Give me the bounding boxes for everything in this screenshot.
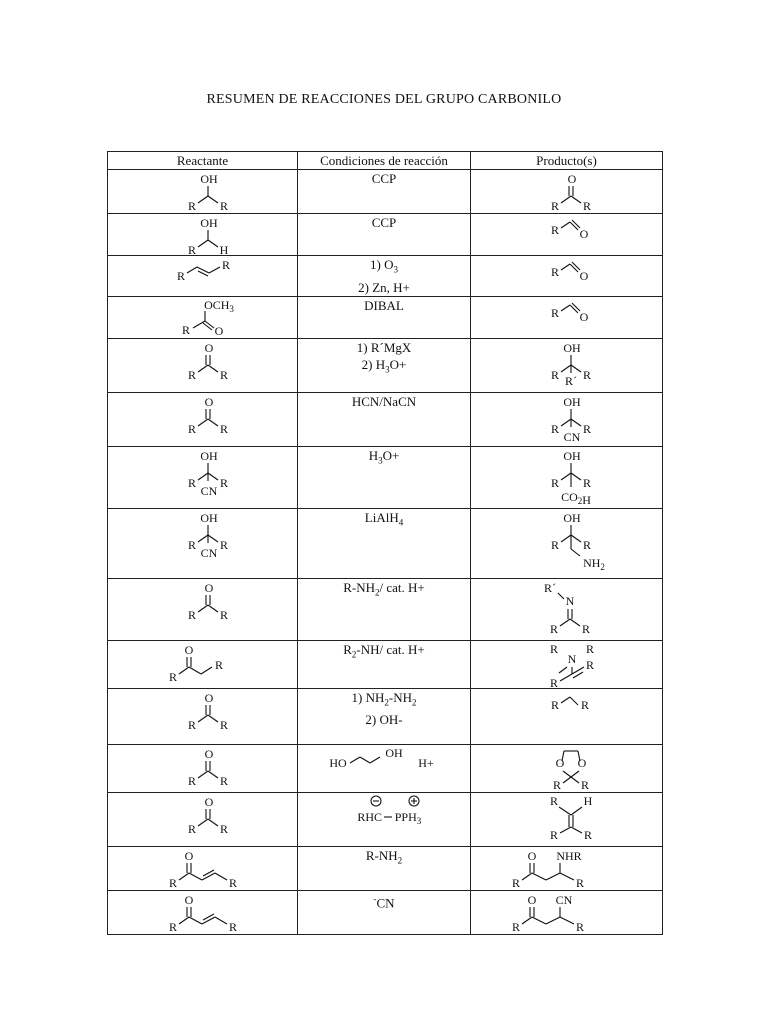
reactant-structure bbox=[109, 256, 297, 290]
svg-text:O: O bbox=[579, 227, 588, 241]
conditions-cell bbox=[298, 508, 471, 578]
product-cell bbox=[471, 792, 663, 846]
condition-text: 2) OH- bbox=[365, 712, 403, 728]
svg-text:R: R bbox=[187, 475, 196, 490]
product-structure bbox=[472, 847, 662, 889]
svg-text:R: R bbox=[187, 367, 196, 382]
svg-text:R: R bbox=[575, 875, 584, 890]
reactant-cell bbox=[108, 446, 298, 508]
svg-text:CN: CN bbox=[555, 892, 572, 907]
svg-text:R: R bbox=[219, 199, 228, 213]
reactant-structure bbox=[109, 509, 297, 577]
table-body bbox=[108, 170, 663, 935]
reactant-structure bbox=[109, 745, 297, 791]
reactant-structure bbox=[109, 891, 297, 933]
conditions-cell bbox=[298, 170, 471, 214]
reactant-cell bbox=[108, 170, 298, 214]
svg-text:R: R bbox=[221, 258, 230, 272]
svg-text:R: R bbox=[550, 697, 559, 712]
svg-text:H+: H+ bbox=[418, 755, 434, 770]
reactant-structure bbox=[109, 689, 297, 743]
svg-text:R: R bbox=[219, 773, 228, 788]
svg-text:CN: CN bbox=[200, 483, 217, 498]
svg-text:R: R bbox=[187, 243, 196, 257]
svg-text:R: R bbox=[575, 919, 584, 934]
svg-text:R: R bbox=[582, 367, 591, 382]
conditions-cell bbox=[298, 688, 471, 744]
condition-text: 1) $O_3$ bbox=[370, 257, 398, 275]
reactant-cell bbox=[108, 214, 298, 256]
svg-text:R: R bbox=[582, 421, 591, 436]
reactant-cell bbox=[108, 744, 298, 792]
svg-text:OH: OH bbox=[562, 394, 581, 409]
product-cell bbox=[471, 392, 663, 446]
product-cell bbox=[471, 688, 663, 744]
product-structure bbox=[472, 447, 662, 507]
svg-text:R´: R´ bbox=[564, 373, 577, 388]
table-row bbox=[108, 508, 663, 578]
product-cell bbox=[471, 846, 663, 890]
svg-text:O: O bbox=[579, 269, 588, 283]
header-conditions: Condiciones de reacción bbox=[298, 152, 471, 170]
reactant-cell bbox=[108, 846, 298, 890]
svg-text:R: R bbox=[549, 621, 558, 636]
ylide-structure bbox=[304, 793, 464, 827]
svg-text:O: O bbox=[567, 172, 576, 186]
svg-text:OH: OH bbox=[385, 745, 403, 760]
table-row bbox=[108, 170, 663, 214]
svg-text:R: R bbox=[581, 621, 590, 636]
page-title: RESUMEN DE REACCIONES DEL GRUPO CARBONILO bbox=[206, 92, 562, 107]
condition-text: 1) $NH_2-NH_2$ bbox=[351, 689, 417, 708]
svg-text:CO2H: $CO_2H$ bbox=[560, 489, 591, 507]
condition-text: $R-NH_2$ bbox=[365, 847, 403, 866]
condition-text: $R-NH_2/$ cat. H+ bbox=[343, 579, 425, 598]
table-row bbox=[108, 792, 663, 846]
condition-text: 1) R´MgX bbox=[356, 339, 412, 355]
table-row bbox=[108, 296, 663, 338]
product-structure bbox=[472, 509, 662, 577]
svg-text:R: R bbox=[552, 777, 561, 792]
svg-text:R: R bbox=[549, 793, 558, 808]
product-structure bbox=[472, 297, 662, 337]
table-row bbox=[108, 688, 663, 744]
svg-text:OH: OH bbox=[199, 216, 218, 230]
svg-text:N: N bbox=[567, 651, 576, 666]
svg-text:R: R bbox=[187, 199, 196, 213]
svg-text:O: O bbox=[204, 794, 213, 809]
svg-text:NH2: $NH_2$ bbox=[582, 555, 605, 572]
svg-text:R: R bbox=[550, 475, 559, 490]
reactant-cell bbox=[108, 338, 298, 392]
svg-text:R: R bbox=[511, 875, 520, 890]
svg-text:R: R bbox=[582, 475, 591, 490]
svg-text:OH: OH bbox=[562, 340, 581, 355]
svg-text:R: R bbox=[582, 537, 591, 552]
svg-text:OH: OH bbox=[562, 510, 581, 525]
svg-text:O: O bbox=[184, 848, 193, 863]
svg-text:O: O bbox=[527, 848, 536, 863]
condition-text: $R_2-NH/$ cat. H+ bbox=[343, 641, 425, 660]
table-row bbox=[108, 214, 663, 256]
condition-text: 2) Zn, H+ bbox=[358, 279, 410, 295]
svg-text:R: R bbox=[550, 199, 559, 213]
conditions-cell bbox=[298, 338, 471, 392]
svg-text:PPH3: $PPH_3$ bbox=[394, 809, 422, 826]
svg-text:R: R bbox=[511, 919, 520, 934]
table-row bbox=[108, 640, 663, 688]
svg-text:CN: CN bbox=[200, 545, 217, 560]
reactant-structure bbox=[109, 393, 297, 445]
conditions-cell bbox=[298, 578, 471, 640]
conditions-cell bbox=[298, 846, 471, 890]
svg-text:H: H bbox=[219, 243, 228, 257]
svg-text:R: R bbox=[228, 875, 237, 890]
svg-text:O: O bbox=[204, 580, 213, 595]
product-cell bbox=[471, 446, 663, 508]
table-row bbox=[108, 578, 663, 640]
svg-text:R: R bbox=[580, 777, 589, 792]
svg-text:O: O bbox=[184, 642, 193, 657]
conditions-cell bbox=[298, 792, 471, 846]
condition-text: LiAlH$_4$ bbox=[364, 509, 404, 528]
svg-text:H: H bbox=[583, 793, 592, 808]
svg-text:R: R bbox=[582, 199, 591, 213]
reactant-structure bbox=[109, 339, 297, 391]
product-structure bbox=[472, 393, 662, 445]
conditions-cell bbox=[298, 296, 471, 338]
svg-text:R: R bbox=[187, 821, 196, 836]
table-row bbox=[108, 256, 663, 297]
header-reactant: Reactante bbox=[108, 152, 298, 170]
reactant-structure bbox=[109, 641, 297, 687]
product-cell bbox=[471, 744, 663, 792]
reactant-cell bbox=[108, 578, 298, 640]
svg-text:R: R bbox=[181, 322, 190, 337]
product-cell bbox=[471, 296, 663, 338]
svg-text:R: R bbox=[550, 367, 559, 382]
reactant-structure bbox=[109, 847, 297, 889]
reactant-structure bbox=[109, 297, 297, 337]
svg-text:O: O bbox=[579, 309, 588, 324]
svg-text:R: R bbox=[228, 919, 237, 934]
product-structure bbox=[472, 891, 662, 933]
svg-text:R: R bbox=[550, 305, 559, 320]
condition-text: 2) $H_3O+$ bbox=[361, 356, 407, 375]
svg-text:R´: R´ bbox=[543, 580, 556, 595]
svg-text:R: R bbox=[187, 537, 196, 552]
product-structure bbox=[472, 745, 662, 791]
svg-text:HO: HO bbox=[329, 755, 347, 770]
svg-text:O: O bbox=[204, 746, 213, 761]
table-header-row bbox=[108, 152, 663, 170]
ethylene-glycol-structure bbox=[304, 745, 464, 775]
svg-text:R: R bbox=[550, 223, 559, 237]
table-row bbox=[108, 846, 663, 890]
svg-text:R: R bbox=[219, 821, 228, 836]
svg-text:R: R bbox=[214, 657, 223, 672]
svg-text:R: R bbox=[550, 537, 559, 552]
condition-text: HCN/NaCN bbox=[351, 393, 417, 409]
product-structure bbox=[472, 641, 662, 690]
svg-text:R: R bbox=[219, 475, 228, 490]
svg-text:R: R bbox=[580, 697, 589, 712]
svg-text:R: R bbox=[219, 421, 228, 436]
svg-text:R: R bbox=[219, 607, 228, 622]
table-row bbox=[108, 744, 663, 792]
svg-text:R: R bbox=[583, 827, 592, 842]
condition-text: CCP bbox=[371, 215, 397, 230]
reactant-cell bbox=[108, 508, 298, 578]
svg-text:O: O bbox=[204, 394, 213, 409]
svg-text:OH: OH bbox=[199, 172, 218, 186]
conditions-cell bbox=[298, 392, 471, 446]
svg-text:CN: CN bbox=[563, 429, 580, 444]
reactant-cell bbox=[108, 392, 298, 446]
product-cell bbox=[471, 890, 663, 934]
condition-text: CCP bbox=[371, 171, 397, 186]
reactions-table bbox=[107, 151, 663, 935]
product-cell bbox=[471, 170, 663, 214]
svg-text:R: R bbox=[187, 421, 196, 436]
svg-text:O: O bbox=[527, 892, 536, 907]
conditions-cell bbox=[298, 256, 471, 297]
product-cell bbox=[471, 578, 663, 640]
product-structure bbox=[472, 170, 662, 212]
product-structure bbox=[472, 579, 662, 639]
svg-text:R: R bbox=[187, 717, 196, 732]
condition-text: -CN bbox=[373, 893, 395, 910]
reactant-cell bbox=[108, 688, 298, 744]
svg-text:OCH3: $OCH_3$ bbox=[203, 297, 234, 314]
svg-text:R: R bbox=[168, 669, 177, 684]
reactant-cell bbox=[108, 296, 298, 338]
reactant-structure bbox=[109, 447, 297, 507]
conditions-cell bbox=[298, 214, 471, 256]
svg-text:O: O bbox=[577, 755, 586, 770]
table-row bbox=[108, 446, 663, 508]
reactant-structure bbox=[109, 214, 297, 257]
svg-text:O: O bbox=[214, 323, 223, 338]
product-cell bbox=[471, 508, 663, 578]
svg-text:OH: OH bbox=[562, 448, 581, 463]
svg-text:N: N bbox=[565, 593, 574, 608]
product-structure bbox=[472, 793, 662, 845]
reactant-structure bbox=[109, 793, 297, 845]
reactant-cell bbox=[108, 640, 298, 688]
svg-text:R: R bbox=[549, 675, 558, 690]
svg-text:OH: OH bbox=[199, 448, 218, 463]
svg-text:R: R bbox=[550, 265, 559, 279]
product-structure bbox=[472, 256, 662, 290]
product-structure bbox=[472, 214, 662, 254]
product-cell bbox=[471, 214, 663, 256]
conditions-cell bbox=[298, 640, 471, 688]
svg-text:O: O bbox=[555, 755, 564, 770]
product-structure bbox=[472, 339, 662, 391]
product-structure bbox=[472, 689, 662, 743]
condition-text: DIBAL bbox=[364, 297, 404, 313]
product-cell bbox=[471, 640, 663, 688]
svg-text:R: R bbox=[168, 919, 177, 934]
conditions-cell bbox=[298, 890, 471, 934]
table-row bbox=[108, 338, 663, 392]
svg-text:R: R bbox=[219, 537, 228, 552]
reactant-structure bbox=[109, 170, 297, 212]
svg-text:R: R bbox=[549, 641, 558, 656]
svg-text:R: R bbox=[176, 269, 185, 283]
svg-text:R: R bbox=[585, 657, 594, 672]
svg-text:R: R bbox=[168, 875, 177, 890]
svg-text:R: R bbox=[219, 717, 228, 732]
svg-text:O: O bbox=[204, 690, 213, 705]
conditions-cell bbox=[298, 446, 471, 508]
svg-text:RHC: RHC bbox=[357, 809, 382, 824]
header-products: Producto(s) bbox=[471, 152, 663, 170]
reactant-structure bbox=[109, 579, 297, 639]
svg-text:R: R bbox=[550, 421, 559, 436]
svg-text:O: O bbox=[184, 892, 193, 907]
condition-text: $H_3O+$ bbox=[368, 447, 400, 466]
conditions-cell bbox=[298, 744, 471, 792]
svg-text:O: O bbox=[204, 340, 213, 355]
table-row bbox=[108, 392, 663, 446]
product-cell bbox=[471, 256, 663, 297]
product-cell bbox=[471, 338, 663, 392]
svg-text:OH: OH bbox=[199, 510, 218, 525]
table-row bbox=[108, 890, 663, 934]
svg-text:R: R bbox=[585, 641, 594, 656]
svg-text:R: R bbox=[219, 367, 228, 382]
reactant-cell bbox=[108, 890, 298, 934]
svg-text:NHR: NHR bbox=[555, 848, 582, 863]
reactant-cell bbox=[108, 256, 298, 297]
svg-text:R: R bbox=[187, 607, 196, 622]
svg-text:R: R bbox=[187, 773, 196, 788]
reactant-cell bbox=[108, 792, 298, 846]
svg-text:R: R bbox=[549, 827, 558, 842]
